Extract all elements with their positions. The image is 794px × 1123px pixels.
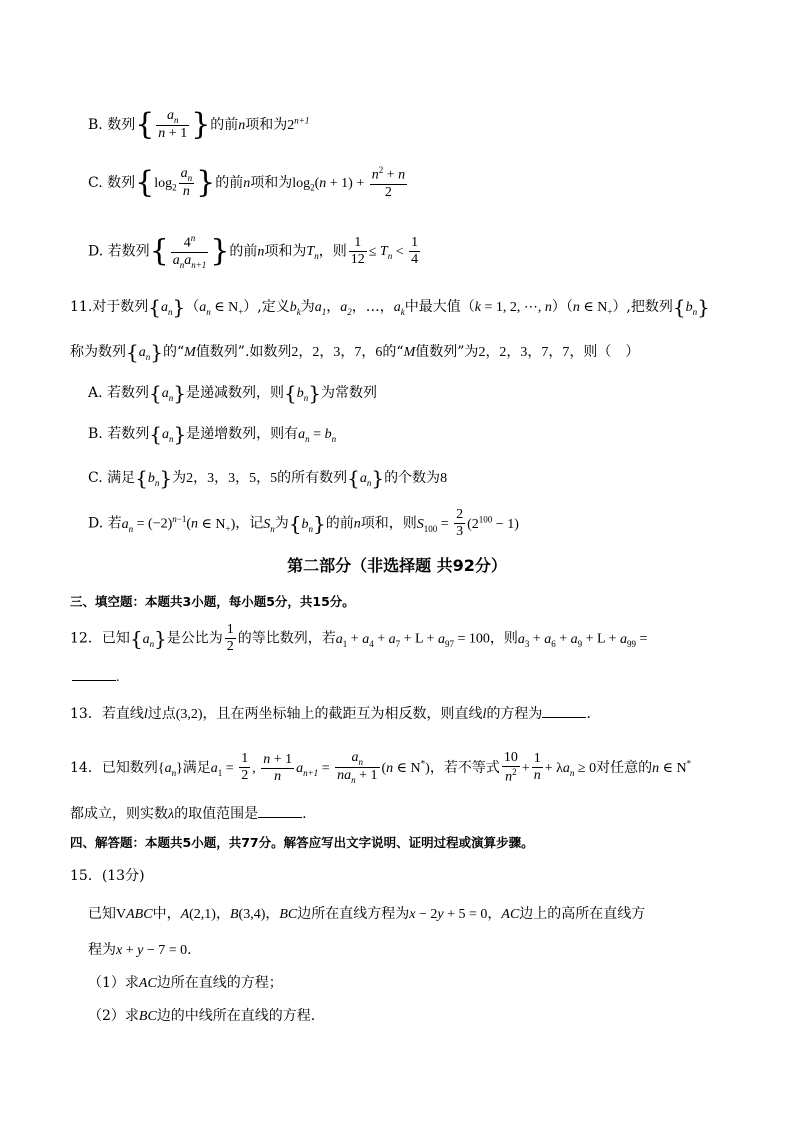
q15-part1: （1）求AC边所在直线的方程； bbox=[88, 975, 283, 991]
part4-heading: 四、解答题：本题共5小题，共77分。解答应写出文字说明、证明过程或演算步骤。 bbox=[70, 835, 534, 850]
q14-stem-line1: 14．已知数列$\{a_n\}$满足$a_1$ = $\frac{1}{2}$ , $\frac{n + 1}{n}$ $a_{n+1}$ = $\frac{a_n}{na_n + 1}$ (n ∈ N*)，若不等式 $\frac{10}{n^2}$ + $\frac{1}{n}$ + $\lambda a_n \ge 0$对任意的n ∈ N* bbox=[70, 750, 692, 786]
q10-option-d: D. 若数列{ $\frac{4^n}{a_na_{n+1}}$ }的前n项和为$T_n$，则 $\frac{1}{12}$ ≤ $T_n$ < $\frac{1}{4}$ bbox=[88, 233, 419, 270]
q15-part2: （2）求BC边的中线所在直线的方程. bbox=[88, 1008, 316, 1024]
q15-stem-line1: 已知VABC中，A(2,1)，B(3,4)，BC边所在直线方程为x − 2y + 5 = 0，AC边上的高所在直线方 bbox=[88, 906, 646, 922]
q12-answer-blank: . bbox=[72, 668, 120, 687]
section-title: 第二部分（非选择题 共92分） bbox=[287, 556, 507, 575]
part3-heading: 三、填空题：本题共3小题，每小题5分，共15分。 bbox=[70, 594, 355, 609]
q11-option-b: B. 若数列$\{a_n\}$是递增数列，则有$a_n = b_n$ bbox=[88, 422, 337, 446]
q10-option-b: B. 数列{ $\frac{a_n}{n + 1}$ }的前n项和为$2^{n+1}$ bbox=[88, 107, 310, 143]
q11-option-a: A. 若数列$\{a_n\}$是递减数列，则$\{b_n\}$为常数列 bbox=[88, 381, 377, 405]
q10-option-c: C. 数列{$\log_2$ $\frac{a_n}{n}$ }的前n项和为$\log_2(n + 1)$ + $\frac{n^2 + n}{2}$ bbox=[88, 164, 406, 200]
q15-stem-line2: 程为x + y − 7 = 0. bbox=[88, 942, 192, 958]
q11-stem-line1: 11.对于数列$\{a_n\}(a_n$ ∈ $N_+$）,定义$b_k$为$a_1$，$a_2$，…，$a_k$中最大值（k = 1, 2, ⋯, n）（n ∈ $N_+$）,把数列$\{b_n\}$ bbox=[70, 295, 710, 319]
q14-stem-line2: 都成立，则实数λ的取值范围是 . bbox=[70, 806, 307, 822]
q13-stem: 13．若直线l过点(3,2)，且在两坐标轴上的截距互为相反数，则直线l的方程为 ． bbox=[70, 706, 601, 722]
q11-stem-line2: 称为数列$\{a_n\}$的“M值数列”.如数列2，2，3，7，6的“M值数列”为2，2，3，7，7，则（ ） bbox=[70, 340, 640, 364]
q11-option-c: C. 满足$\{b_n\}$为2，3，3，5，5的所有数列$\{a_n\}$的个数为8 bbox=[88, 466, 448, 490]
q11-option-d: D. 若$a_n = (-2)^{n-1}(n$ ∈ $N_+$)，记$S_n$为$\{b_n\}$的前n项和，则$S_{100}$ = $\frac{2}{3}$ $(2^{100} - 1)$ bbox=[88, 507, 519, 540]
q12-stem: 12．已知$\{a_n\}$是公比为 $\frac{1}{2}$ 的等比数列，若$a_1 + a_4 + a_7 + L + a_{97} = 100$，则$a_3 + a_6 + a_9 + L + a_{99}$ = bbox=[70, 622, 648, 655]
q15-number: 15．(13分) bbox=[70, 868, 145, 884]
